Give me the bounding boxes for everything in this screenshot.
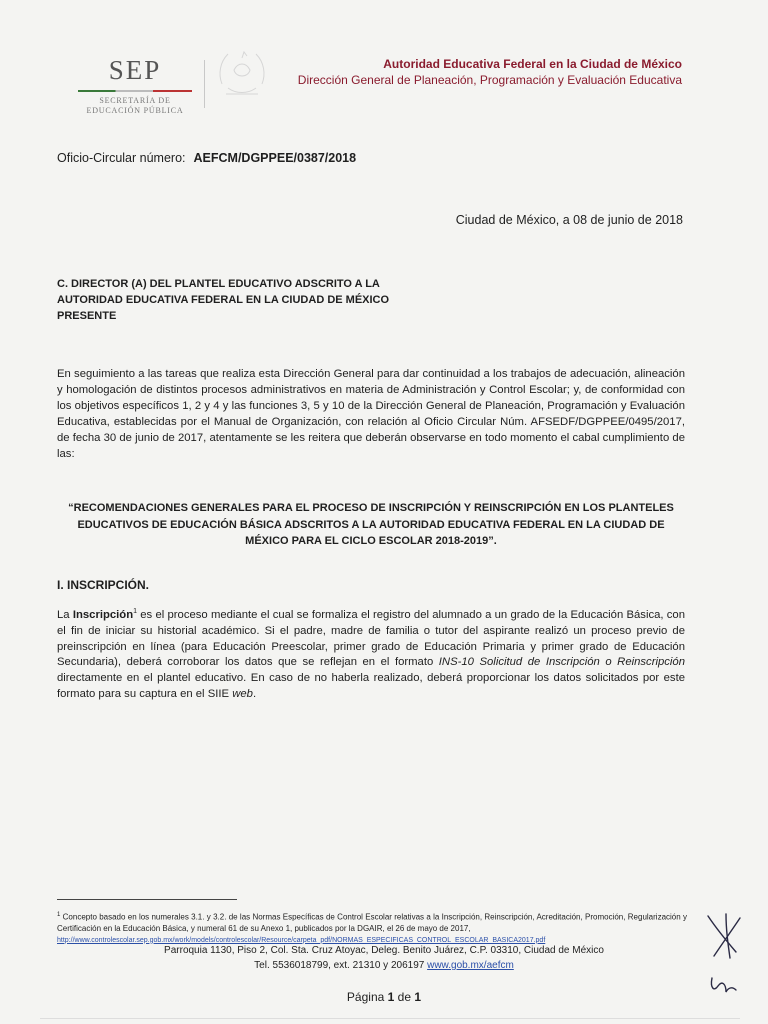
sep-logo	[70, 55, 200, 116]
addressee-line-3: PRESENTE	[57, 310, 117, 322]
contact-line	[0, 960, 768, 971]
handwritten-initials	[696, 908, 752, 1018]
page-current: 1	[387, 990, 395, 1004]
inscripcion-term: Inscripción	[72, 608, 134, 621]
addressee-line-2: AUTORIDAD EDUCATIVA FEDERAL EN LA CIUDAD DE MÉXICO	[57, 294, 390, 306]
web-word: web	[232, 688, 253, 701]
inscripcion-paragraph	[57, 604, 685, 703]
oficio-label: Oficio-Circular número:	[57, 151, 186, 165]
page-number	[0, 990, 768, 1004]
recommendations-title: “RECOMENDACIONES GENERALES PARA EL PROCESO DE INSCRIPCIÓN Y REINSCRIPCIÓN EN LOS PLANTELES EDUCATIVOS DE EDUCACIÓN BÁSICA ADSCRITOS A LA AUTORIDAD EDUCATIVA FEDERAL EN LA CIUDAD DE MÉXICO PARA EL CICLO ESCOLAR 2018-2019”.	[68, 502, 674, 547]
footnote-ref: 1	[133, 608, 138, 615]
page-total: 1	[414, 990, 422, 1004]
direction-name: Dirección General de Planeación, Programación y Evaluación Educativa	[297, 73, 682, 87]
section-heading: I. INSCRIPCIÓN.	[57, 578, 150, 592]
oficio-line	[57, 151, 356, 165]
footnote	[57, 910, 687, 946]
inscripcion-end: .	[252, 688, 257, 701]
footnote-rule	[57, 899, 237, 900]
header-divider	[204, 60, 205, 108]
document-date: Ciudad de México, a 08 de junio de 2018	[455, 213, 683, 227]
sep-logo-subtitle-2: EDUCACIÓN PÚBLICA	[86, 106, 184, 115]
sep-logo-subtitle-1: SECRETARÍA DE	[99, 96, 171, 105]
address-line: Parroquia 1130, Piso 2, Col. Sta. Cruz Atoyac, Deleg. Benito Juárez, C.P. 03310, Ciudad de México	[164, 945, 604, 956]
addressee-block	[57, 276, 389, 324]
inscripcion-text-1: es el proceso mediante el cual se formaliza el registro del alumnado a un grado de la Educación Básica, con el fin de iniciar su historial académico. Si el padre, madre de familia o tutor del aspirante realizó un proceso previo de preinscripción en línea (para Educación Preescolar, primer grado de Educación Primaria y primer grado de Educación Secundaria), deberá corroborar los datos que se reflejan en el formato	[57, 608, 685, 669]
page-bottom-edge	[40, 1018, 740, 1019]
authority-name: Autoridad Educativa Federal en la Ciudad de México	[383, 57, 682, 71]
intro-paragraph: En seguimiento a las tareas que realiza esta Dirección General para dar continuidad a los trabajos de adecuación, alineación y homologación de distintos procesos administrativos en materia de Administración y Control Escolar; y, de conformidad con los objetivos específicos 1, 2 y 4 y las funciones 3, 5 y 10 de la Dirección General de Planeación, Programación y Evaluación Educativa, establecidas por el Manual de Organización, con relación al Oficio Circular Núm. AFSEDF/DGPPEE/0495/2017, de fecha 30 de junio de 2017, atentamente se les reitera que deberán observarse en todo momento el cabal cumplimiento de las:	[57, 368, 685, 460]
addressee-line-1: C. DIRECTOR (A) DEL PLANTEL EDUCATIVO ADSCRITO A LA	[57, 278, 380, 290]
website-link[interactable]: www.gob.mx/aefcm	[427, 960, 514, 971]
footnote-url-link[interactable]: http://www.controlescolar.sep.gob.mx/work/models/controlescolar/Resource/carpeta_pdf/NORMAS_ESPECIFICAS_CONTROL_ESCOLAR_BASICA2017.pdf	[57, 936, 546, 944]
page-label: Página	[346, 990, 385, 1004]
form-name: INS-10 Solicitud de Inscripción o Reinscripción	[438, 656, 685, 669]
national-seal-icon	[214, 44, 270, 106]
oficio-number: AEFCM/DGPPEE/0387/2018	[193, 151, 357, 165]
phone-text: Tel. 5536018799, ext. 21310 y 206197	[254, 960, 425, 971]
sep-logo-tricolor-rule	[78, 90, 192, 92]
inscripcion-text-2: directamente en el plantel educativo. En caso de no haberla realizado, deberá proporcionar los datos solicitados por este formato para su captura en el SIIE	[57, 672, 685, 701]
footnote-number: 1	[57, 912, 61, 918]
sep-logo-word: SEP	[108, 55, 162, 85]
footnote-text: Concepto basado en los numerales 3.1. y 3.2. de las Normas Específicas de Control Escolar relativas a la Inscripción, Reinscripción, Acreditación, Promoción, Regularización y Certificación en la Educación Básica, y numeral 61 de su Anexo 1, publicados por la DGAIR, el 26 de mayo de 2017,	[57, 912, 687, 933]
page-of: de	[397, 990, 412, 1004]
inscripcion-lead: La	[57, 608, 70, 621]
